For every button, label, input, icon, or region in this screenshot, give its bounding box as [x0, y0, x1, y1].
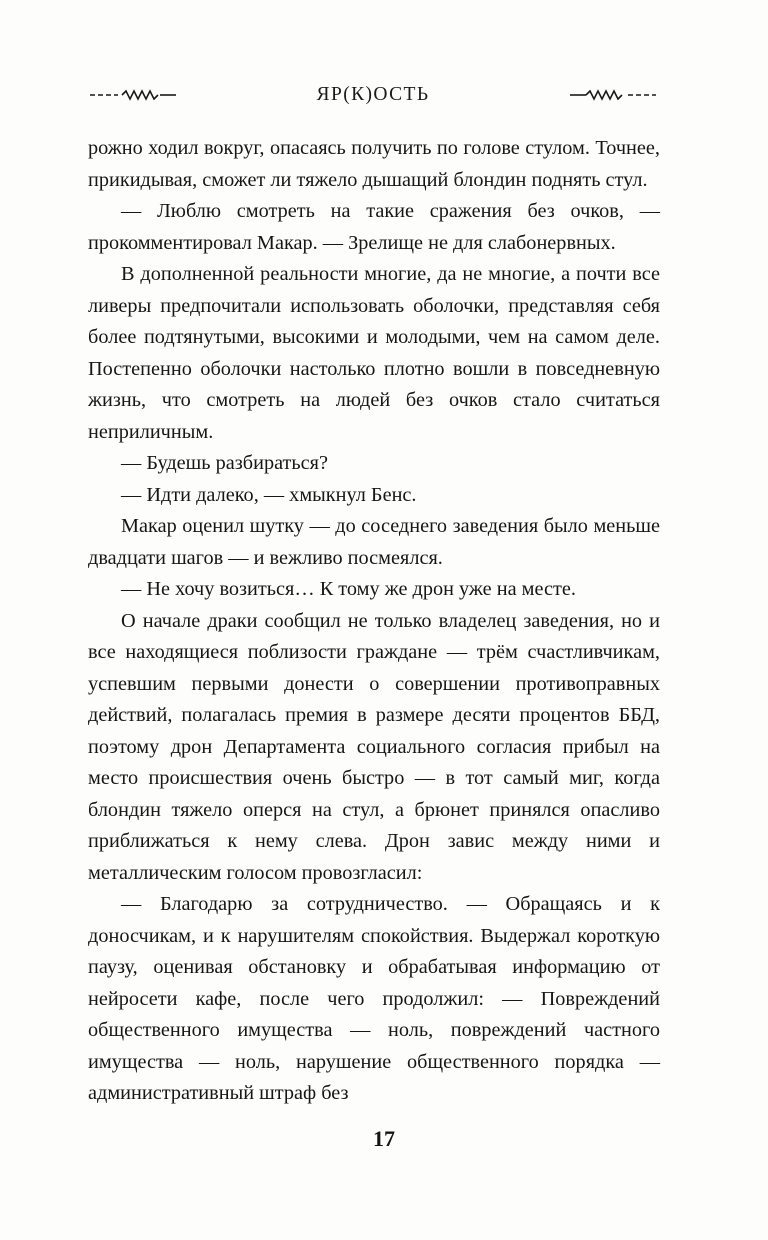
zigzag-ornament-right-icon	[568, 88, 658, 102]
paragraph: — Не хочу возиться… К тому же дрон уже на месте.	[121, 578, 576, 600]
paragraph: рожно ходил вокруг, опасаясь получить по голове стулом. Точнее, прикидывая, сможет ли тяжело дышащий блондин поднять стул.	[88, 137, 660, 191]
paragraph: — Благодарю за сотрудничество. — Обращаясь и к доносчикам, и к нарушителям спокойствия. Выдержал короткую паузу, оценивая обстановку и обрабатывая информацию от нейросети кафе, после чего продолжил: — Повреждений общественного имущества — ноль, повреждений частного имущества — ноль, нарушение общественного порядка — административный штраф без	[88, 893, 660, 1104]
paragraph: — Будешь разбираться?	[121, 452, 329, 474]
paragraph: — Люблю смотреть на такие сражения без очков, — прокомментировал Макар. — Зрелище не для слабонервных.	[88, 200, 660, 254]
running-header	[88, 78, 658, 112]
paragraph: В дополненной реальности многие, да не многие, а почти все ливеры предпочитали использовать оболочки, представляя себя более подтянутыми, высокими и молодыми, чем на самом деле. Постепенно оболочки настолько плотно вошли в повседневную жизнь, что смотреть на людей без очков стало считаться неприличным.	[88, 263, 660, 443]
page-number: 17	[373, 1126, 395, 1151]
paragraph: О начале драки сообщил не только владелец заведения, но и все находящиеся поблизости граждане — трём счастливчикам, успевшим первыми донести о совершении противоправных действий, полагалась премия в размере десяти процентов ББД, поэтому дрон Департамента социального согласия прибыл на место происшествия очень быстро — в тот самый миг, когда блондин тяжело оперся на стул, а брюнет принялся опасливо приближаться к нему слева. Дрон завис между ними и металлическим голосом провозгласил:	[88, 609, 660, 884]
paragraph: — Идти далеко, — хмыкнул Бенс.	[121, 483, 417, 506]
paragraph: Макар оценил шутку — до соседнего заведения было меньше двадцати шагов — и вежливо посмеялся.	[88, 515, 660, 569]
page-title: ЯР(К)ОСТЬ	[316, 84, 430, 105]
body-text	[88, 133, 660, 1110]
zigzag-ornament-left-icon	[88, 88, 178, 102]
